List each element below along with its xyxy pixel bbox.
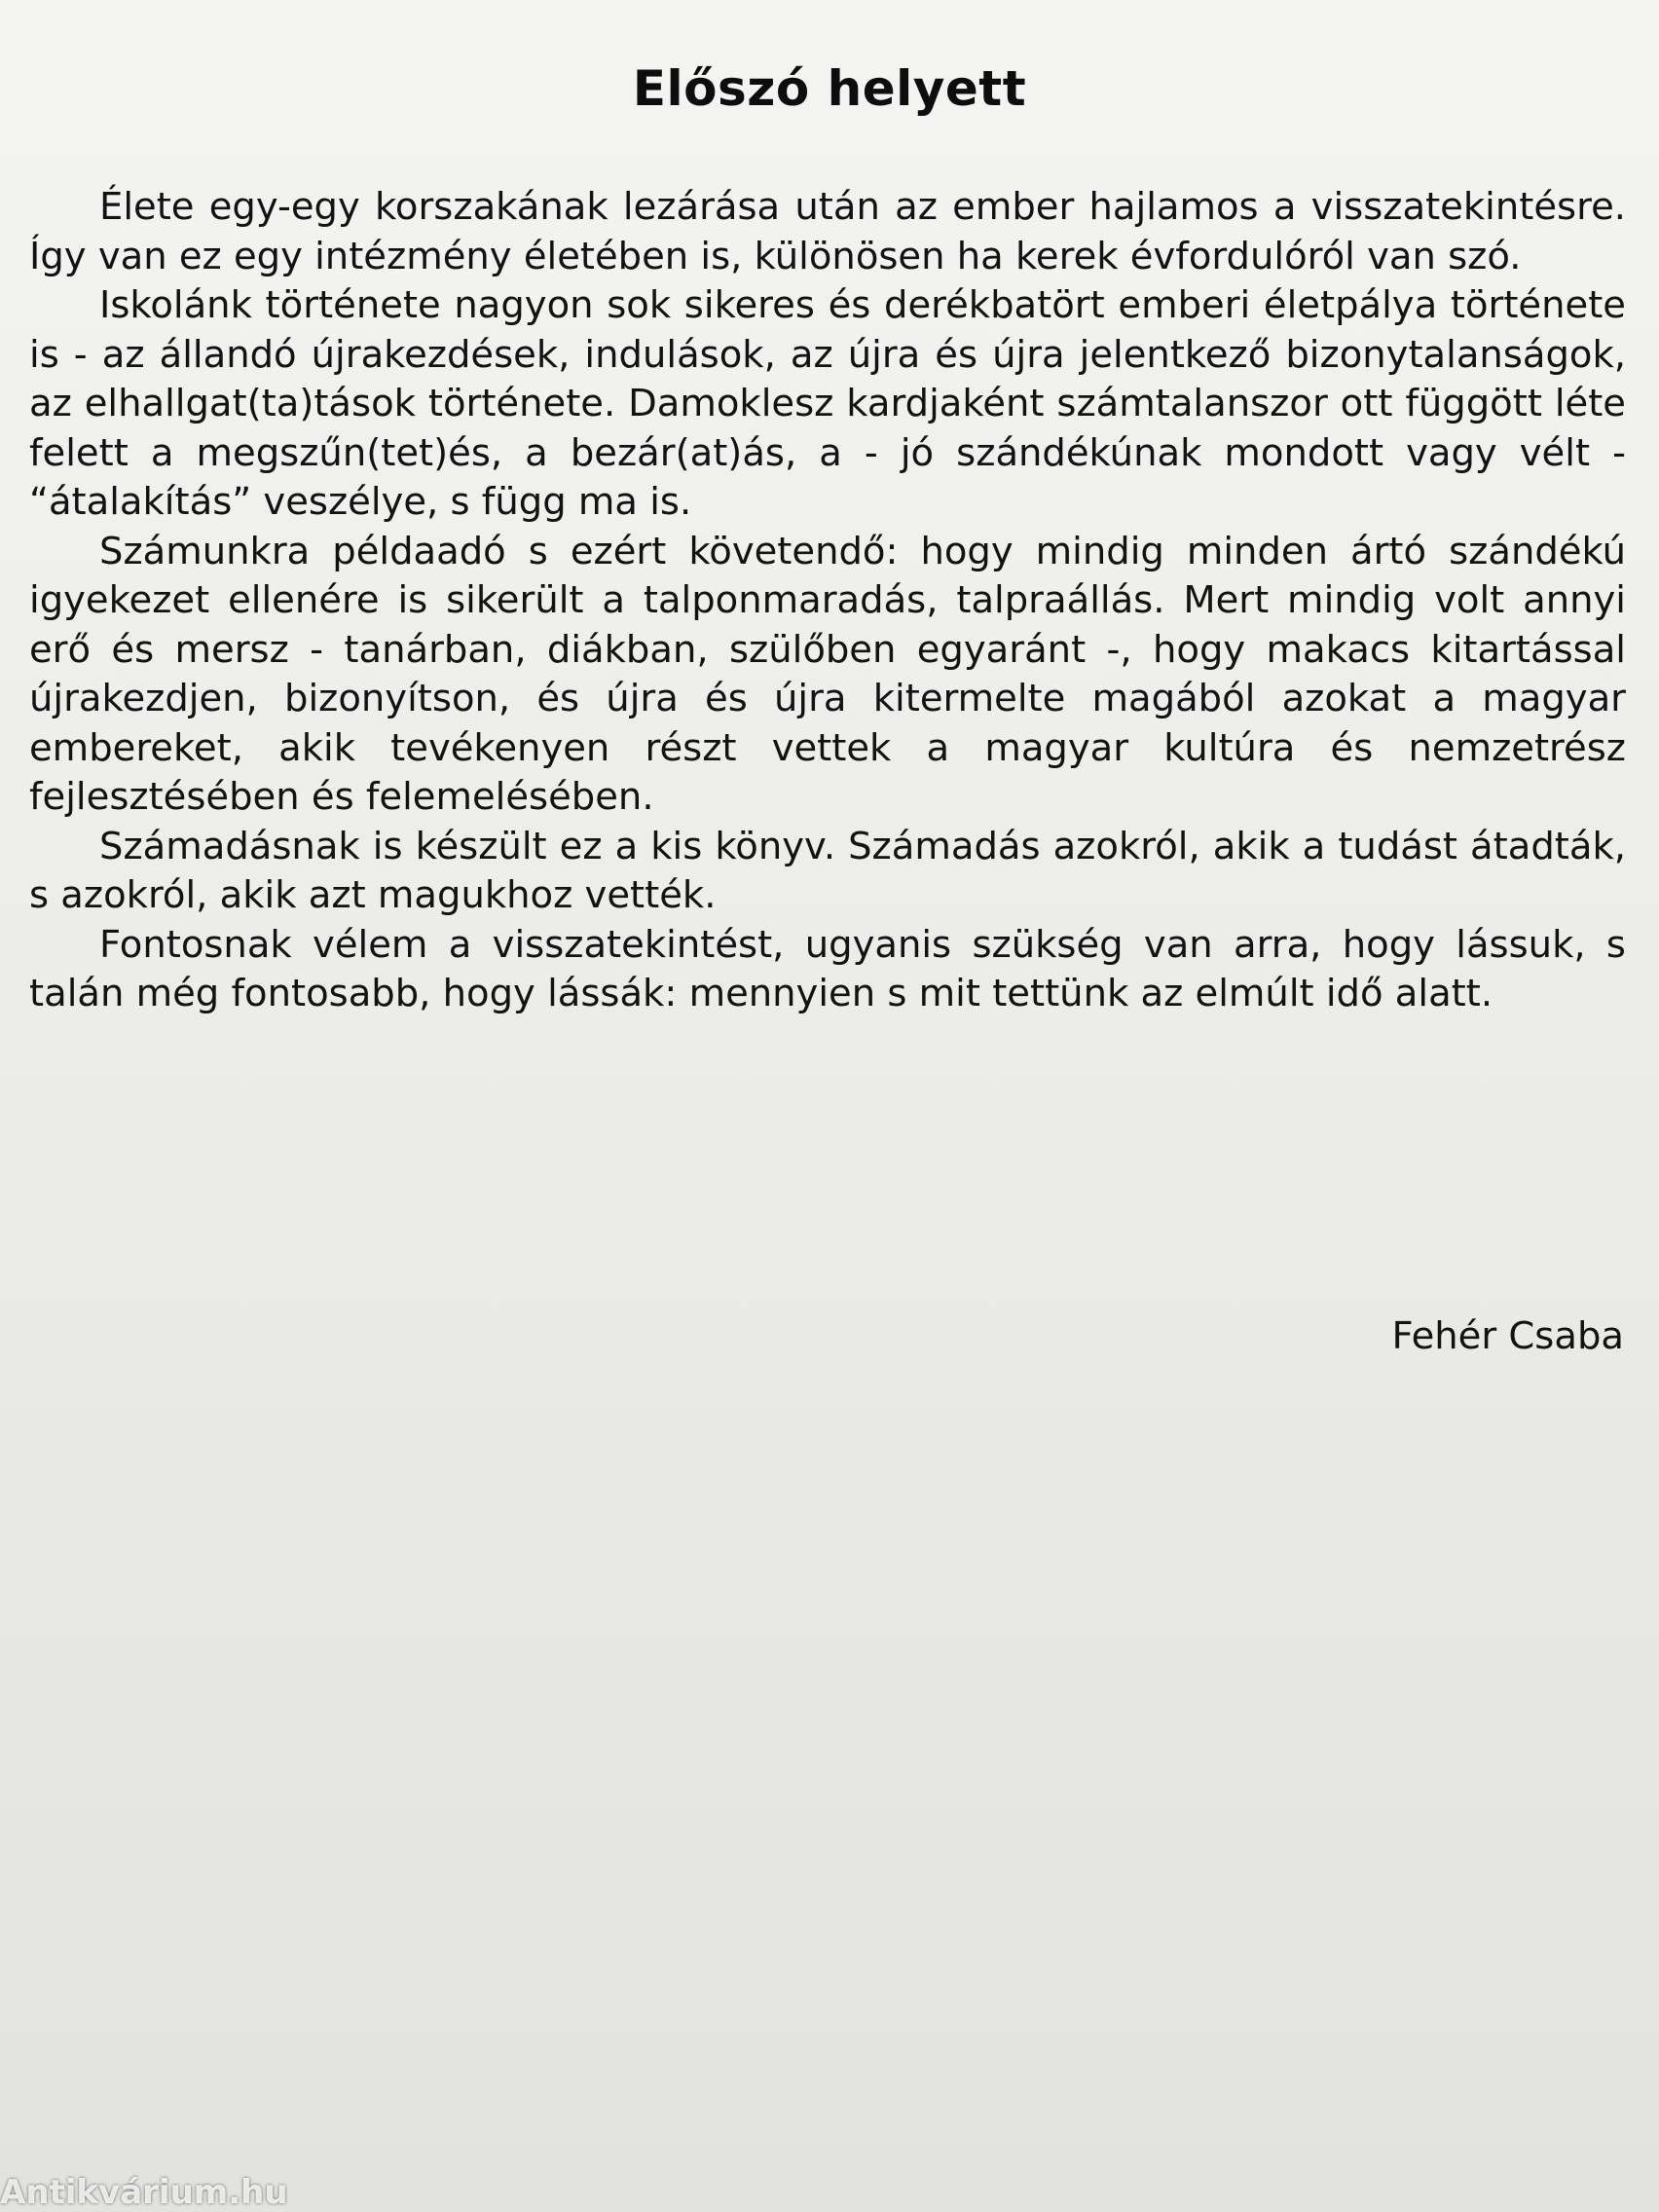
paragraph-3: Számunkra példaadó s ezért követendő: hogy mindig minden ártó szándékú igyekezet ellenére is sikerült a talponmaradás, talpraállás. Mert mindig volt annyi erő és mersz - tanárban, diákban, szülőben egyaránt -, hogy makacs kitartással újrakezdjen, bizonyítson, és újra és újra kitermelte magából azokat a magyar embereket, akik tevékenyen részt vettek a magyar kultúra és nemzetrész fejlesztésében és felemelésében. <box>29 529 1626 819</box>
paragraph-2: Iskolánk története nagyon sok sikeres és derékbatört emberi életpálya története is - az állandó újrakezdések, indulások, az újra és újra jelentkező bizonytalanságok, az elhallgat(ta)tások története. Damoklesz kardjaként számtalanszor ott függött léte felett a megszűn(tet)és, a bezár(at)ás, a - jó szándékúnak mondott vagy vélt - “átalakítás” veszélye, s függ ma is. <box>29 283 1626 524</box>
author-signature: Fehér Csaba <box>1391 1314 1624 1358</box>
watermark: Antikvárium.hu <box>0 2173 288 2212</box>
page-title: Előszó helyett <box>632 60 1027 117</box>
paragraph-1: Élete egy-egy korszakának lezárása után az ember hajlamos a visszatekintésre. Így van ez egy intézmény életében is, különösen ha kerek évfordulóról van szó. <box>29 185 1626 278</box>
paragraph-5: Fontosnak vélem a visszatekintést, ugyanis szükség van arra, hogy lássuk, s talán még fontosabb, hogy lássák: mennyien s mit tettünk az elmúlt idő alatt. <box>29 922 1626 1015</box>
paragraph-4: Számadásnak is készült ez a kis könyv. Számadás azokról, akik a tudást átadták, s azokról, akik azt magukhoz vették. <box>29 824 1626 917</box>
body-text <box>29 183 1626 1019</box>
